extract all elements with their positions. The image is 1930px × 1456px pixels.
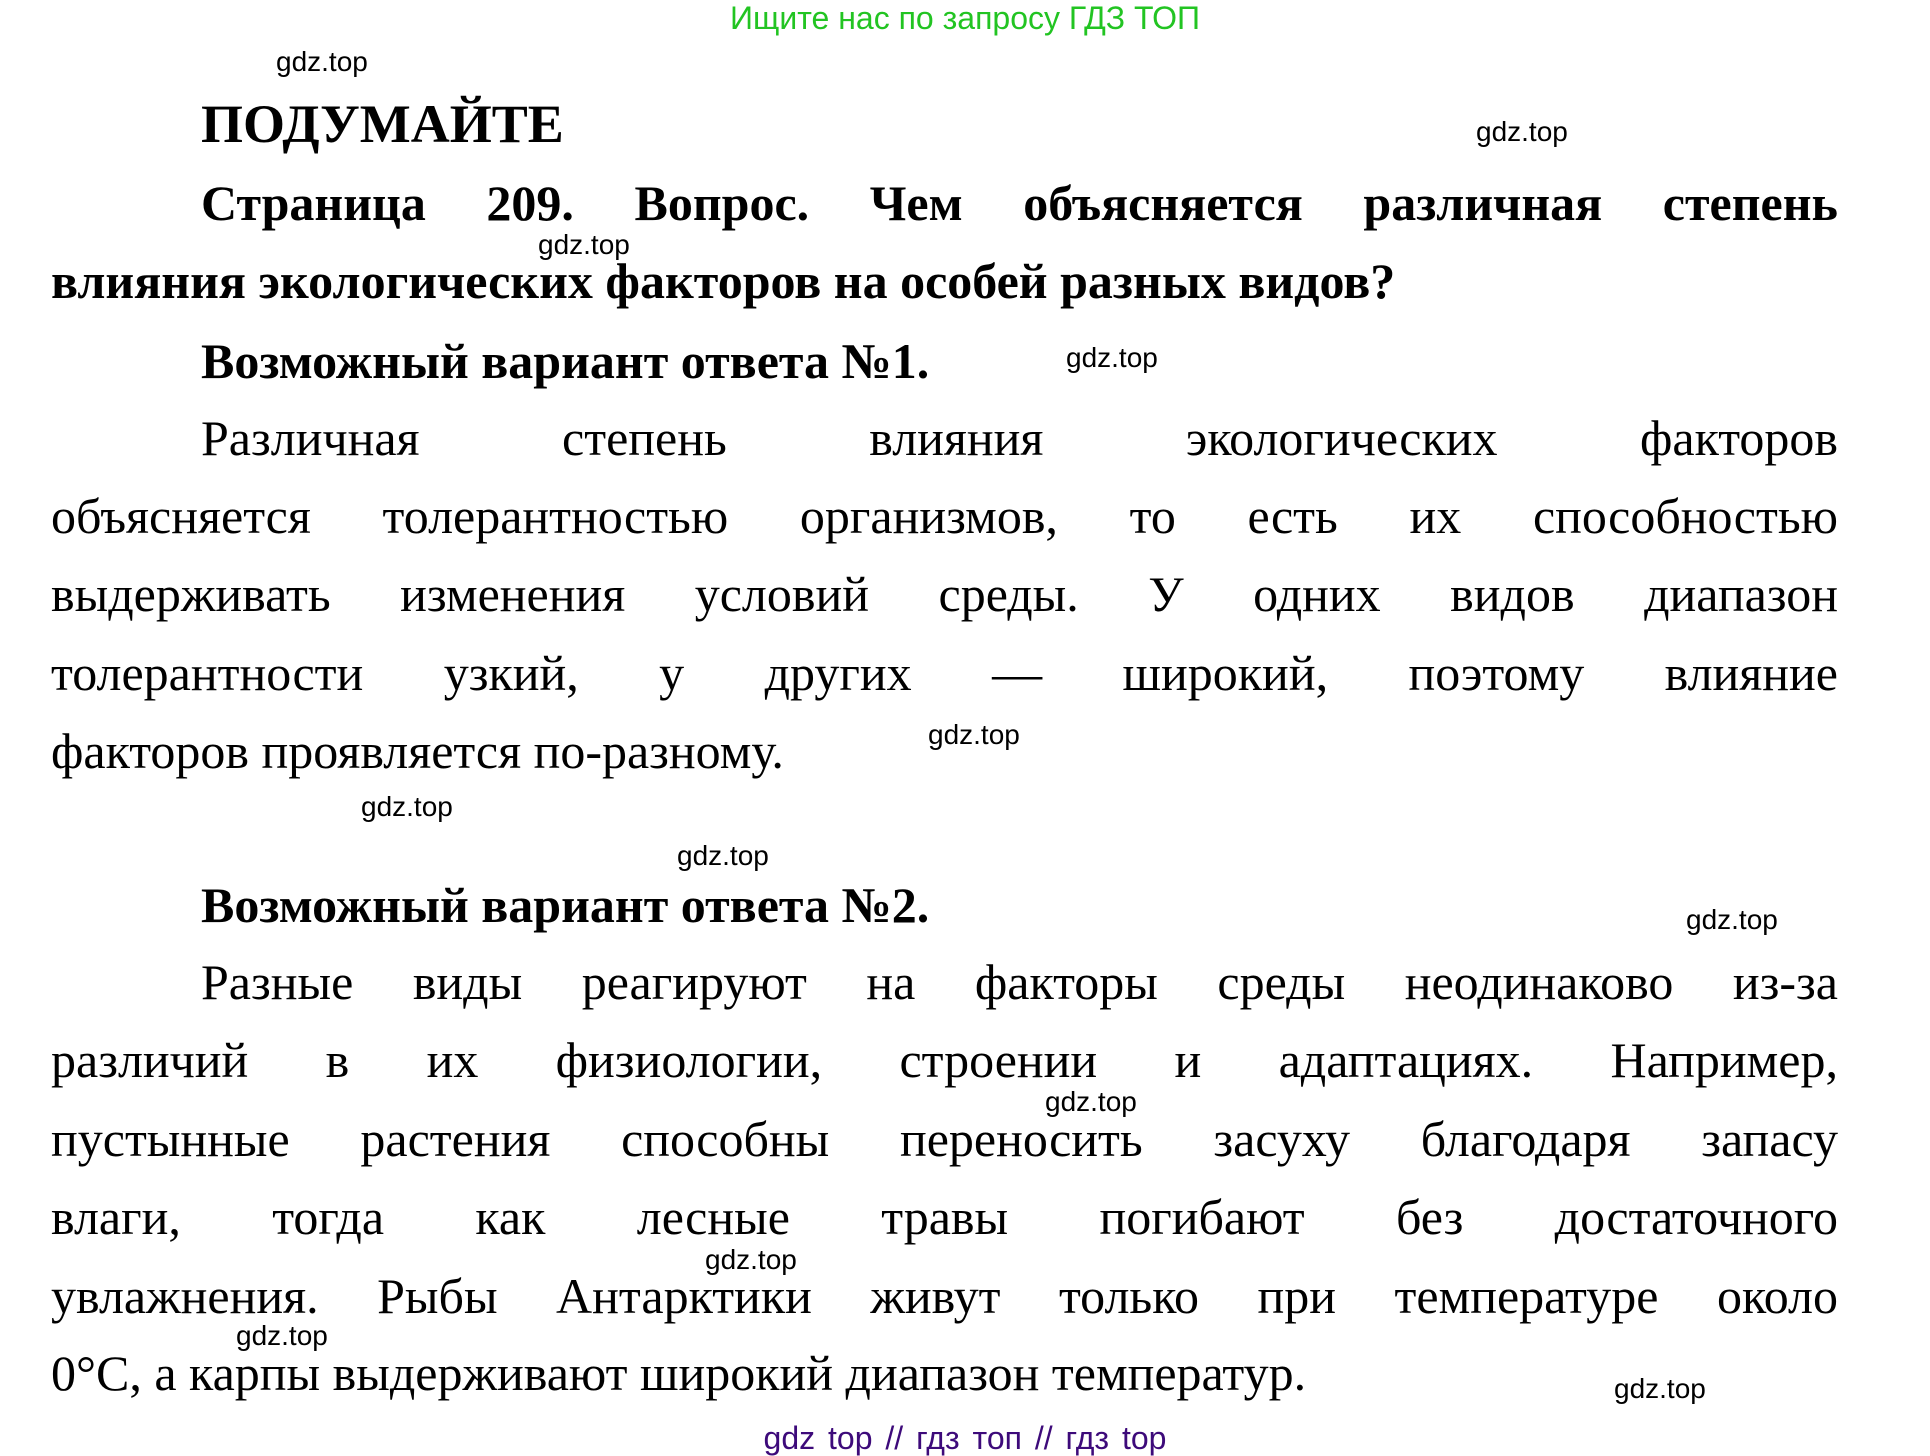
answer-line: Различная степень влияния экологических факторов <box>201 410 1838 466</box>
answer-line: различий в их физиологии, строении и адаптациях. Например, <box>51 1032 1838 1088</box>
answer-line: Разные виды реагируют на факторы среды неодинаково из-за <box>201 954 1838 1010</box>
watermark: gdz.top <box>1686 904 1778 935</box>
watermark: gdz.top <box>677 840 769 871</box>
question-line: влияния экологических факторов на особей разных видов? <box>51 253 1396 309</box>
answer-line: увлажнения. Рыбы Антарктики живут только при температуре около <box>51 1268 1838 1324</box>
watermark: gdz.top <box>1614 1373 1706 1404</box>
watermark: gdz.top <box>361 791 453 822</box>
watermark: gdz.top <box>1066 342 1158 373</box>
section-heading: ПОДУМАЙТЕ <box>201 94 564 154</box>
watermark: gdz.top <box>538 229 630 260</box>
watermark: gdz.top <box>705 1244 797 1275</box>
answer-line: влаги, тогда как лесные травы погибают без достаточного <box>51 1189 1838 1245</box>
watermark: gdz.top <box>1045 1086 1137 1117</box>
answer-line: выдерживать изменения условий среды. У одних видов диапазон <box>51 566 1838 622</box>
bottom-banner: gdz top // гдз топ // гдз top <box>763 1420 1167 1456</box>
variant1-title: Возможный вариант ответа №1. <box>201 333 930 389</box>
variant2-title: Возможный вариант ответа №2. <box>201 877 930 933</box>
answer-line: объясняется толерантностью организмов, то есть их способностью <box>51 488 1838 544</box>
watermark: gdz.top <box>1476 116 1568 147</box>
answer-line: факторов проявляется по-разному. <box>51 723 784 779</box>
watermark: gdz.top <box>928 719 1020 750</box>
watermark: gdz.top <box>276 46 368 77</box>
answer-line: пустынные растения способны переносить засуху благодаря запасу <box>51 1111 1838 1167</box>
question-line: Страница 209. Вопрос. Чем объясняется различная степень <box>201 175 1838 231</box>
top-banner: Ищите нас по запросу ГДЗ ТОП <box>730 0 1200 36</box>
watermark: gdz.top <box>236 1320 328 1351</box>
answer-line: 0°C, а карпы выдерживают широкий диапазон температур. <box>51 1345 1307 1401</box>
answer-line: толерантности узкий, у других — широкий, поэтому влияние <box>51 645 1838 701</box>
